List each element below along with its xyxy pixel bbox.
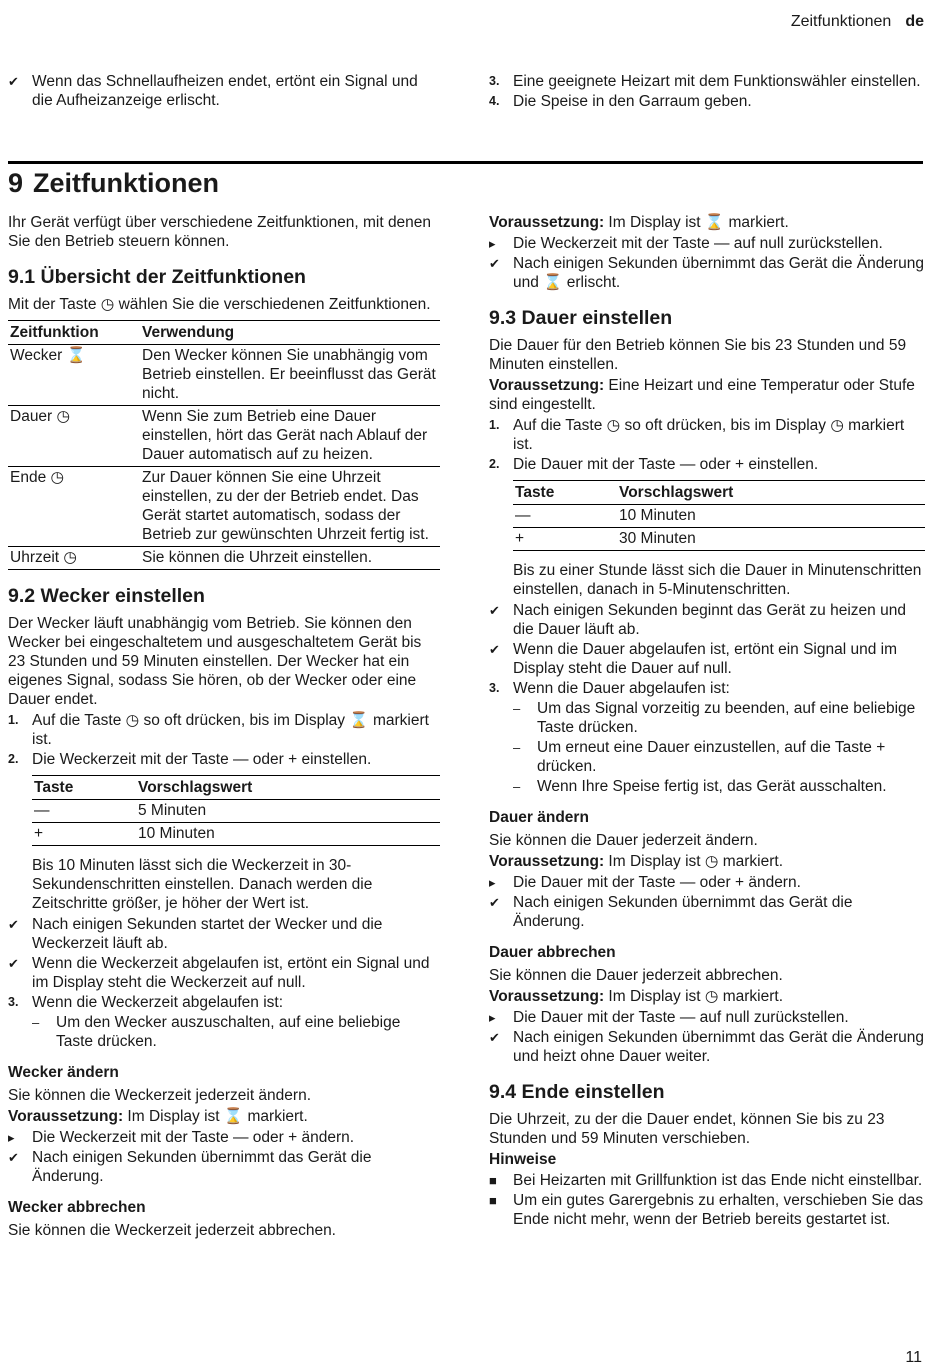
- chapter-number: 9: [8, 168, 24, 198]
- list-marker: ✔: [8, 956, 19, 971]
- duration-cancel-text: Sie können die Dauer jederzeit abbrechen.: [489, 967, 783, 984]
- table-row: [8, 547, 440, 570]
- alarm-change-prerequisite: Voraussetzung: Im Display ist ⌛ markiert.: [8, 1108, 308, 1125]
- list-marker: –: [513, 701, 521, 716]
- table-row: [32, 800, 440, 823]
- table-row: [32, 823, 440, 846]
- table-cell: Zur Dauer können Sie eine Uhrzeit einstellen, zu der der Betrieb endet. Das Gerät startet automatisch, sodass der Betrieb zur gewünschten Uhrzeit fertig ist.: [140, 467, 440, 547]
- item-list: [489, 416, 925, 474]
- duration-change-title: Dauer ändern: [489, 809, 589, 826]
- top-left-column: [8, 72, 440, 111]
- duration-change-text: Sie können die Dauer jederzeit ändern.: [489, 832, 758, 849]
- list-text: Bei Heizarten mit Grillfunktion ist das Ende nicht einstellbar.: [513, 1172, 923, 1189]
- section-9-4-title: 9.4 Ende einstellen: [489, 1081, 665, 1103]
- list-item: [489, 72, 925, 91]
- list-text: Wenn die Dauer abgelaufen ist, ertönt ein Signal und im Display steht die Dauer auf null.: [513, 641, 898, 677]
- list-marker: ▸: [489, 236, 496, 251]
- list-marker: ■: [489, 1173, 497, 1188]
- list-marker: 1.: [8, 713, 19, 727]
- list-text: Um erneut eine Dauer einzustellen, auf die Taste + drücken.: [537, 739, 886, 775]
- item-list: [489, 72, 925, 111]
- section-9-3-text: Die Dauer für den Betrieb können Sie bis 23 Stunden und 59 Minuten einstellen.: [489, 337, 907, 373]
- item-list: [8, 72, 440, 110]
- list-item: [8, 1128, 440, 1147]
- list-marker: 3.: [489, 681, 500, 695]
- list-marker: 2.: [8, 752, 19, 766]
- list-marker: ■: [489, 1193, 497, 1208]
- list-text: Die Weckerzeit mit der Taste — auf null zurückstellen.: [513, 235, 883, 252]
- header-section: Zeitfunktionen: [790, 13, 892, 30]
- list-item: [489, 738, 925, 776]
- chapter-intro: Ihr Gerät verfügt über verschiedene Zeitfunktionen, mit denen Sie den Betrieb steuern können.: [8, 214, 432, 250]
- notes-title: Hinweise: [489, 1151, 557, 1168]
- item-list: [489, 601, 925, 698]
- list-item: [489, 873, 925, 892]
- list-marker: 3.: [8, 995, 19, 1009]
- duration-cancel-prerequisite: Voraussetzung: Im Display ist ◷ markiert.: [489, 988, 784, 1005]
- list-item: [489, 1028, 925, 1066]
- item-list: [489, 1008, 925, 1066]
- list-marker: 3.: [489, 74, 500, 88]
- item-list: [8, 1013, 440, 1051]
- list-item: [489, 92, 925, 111]
- item-list: [489, 873, 925, 931]
- table-cell: Sie können die Uhrzeit einstellen.: [140, 547, 440, 570]
- section-9-2-text: Der Wecker läuft unabhängig vom Betrieb. Sie können den Wecker bei eingeschaltetem und ausgeschaltetem Gerät bis 23 Stunden und 59 Minuten einstellen. Der Wecker hat ein eigenes Signal, sodass Sie hören, ob der Wecker oder eine Dauer endet.: [8, 615, 422, 708]
- table-cell: —: [513, 505, 617, 528]
- list-item: [8, 1013, 440, 1051]
- list-marker: –: [32, 1015, 40, 1030]
- list-marker: ▸: [8, 1130, 15, 1145]
- list-item: [489, 416, 925, 454]
- page-number: 11: [905, 1349, 922, 1366]
- alarm-change-text: Sie können die Weckerzeit jederzeit ändern.: [8, 1087, 311, 1104]
- list-text: Wenn die Weckerzeit abgelaufen ist:: [32, 994, 284, 1011]
- section-9-4-text: Die Uhrzeit, zu der die Dauer endet, können Sie bis zu 23 Stunden und 59 Minuten verschieben.: [489, 1111, 885, 1147]
- running-header: [791, 12, 924, 31]
- item-list: [489, 234, 925, 292]
- header-language: de: [905, 13, 924, 30]
- list-text: Um den Wecker auszuschalten, auf eine beliebige Taste drücken.: [56, 1014, 401, 1050]
- list-marker: ▸: [489, 1010, 496, 1025]
- item-list: [489, 1171, 925, 1229]
- list-text: Eine geeignete Heizart mit dem Funktionswähler einstellen.: [513, 73, 921, 90]
- list-item: [489, 699, 925, 737]
- alarm-key-table: [32, 775, 440, 846]
- duration-prerequisite: Voraussetzung: Eine Heizart und eine Temperatur oder Stufe sind eingestellt.: [489, 377, 915, 413]
- list-text: Um ein gutes Garergebnis zu erhalten, verschieben Sie das Ende nicht mehr, wenn der Betrieb bereits gestartet ist.: [513, 1192, 924, 1228]
- list-marker: ✔: [489, 603, 500, 618]
- list-marker: ✔: [8, 74, 19, 89]
- alarm-change-title: Wecker ändern: [8, 1064, 119, 1081]
- list-text: Die Speise in den Garraum geben.: [513, 93, 752, 110]
- section-9-2-title: 9.2 Wecker einstellen: [8, 585, 205, 607]
- section-9-1-title: 9.1 Übersicht der Zeitfunktionen: [8, 266, 306, 288]
- table-row: [513, 505, 925, 528]
- list-item: [8, 993, 440, 1012]
- list-marker: –: [513, 740, 521, 755]
- table-cell: 5 Minuten: [136, 800, 440, 823]
- table-cell: +: [32, 823, 136, 846]
- table-header: Verwendung: [140, 321, 440, 345]
- duration-cancel-title: Dauer abbrechen: [489, 944, 616, 961]
- table-header: Taste: [32, 776, 136, 800]
- table-cell: Dauer ◷: [8, 406, 140, 467]
- table-cell: Wenn Sie zum Betrieb eine Dauer einstellen, hört das Gerät nach Ablauf der Dauer automatisch auf zu heizen.: [140, 406, 440, 467]
- list-item: [489, 1191, 925, 1229]
- list-marker: ✔: [489, 1030, 500, 1045]
- table-cell: +: [513, 528, 617, 551]
- item-list: [489, 699, 925, 796]
- chapter-heading: [8, 166, 219, 200]
- list-marker: ✔: [8, 917, 19, 932]
- list-marker: –: [513, 779, 521, 794]
- table-row: [8, 467, 440, 547]
- table-cell: 30 Minuten: [617, 528, 925, 551]
- list-item: [489, 1171, 925, 1190]
- list-item: [8, 954, 440, 992]
- table-row: [8, 406, 440, 467]
- list-text: Die Dauer mit der Taste — oder + ändern.: [513, 874, 801, 891]
- list-marker: 2.: [489, 457, 500, 471]
- list-text: Nach einigen Sekunden übernimmt das Gerät die Änderung und heizt ohne Dauer weiter.: [513, 1029, 925, 1065]
- list-text: Nach einigen Sekunden beginnt das Gerät zu heizen und die Dauer läuft ab.: [513, 602, 906, 638]
- list-text: Nach einigen Sekunden übernimmt das Gerät die Änderung.: [32, 1149, 372, 1185]
- list-marker: 4.: [489, 94, 500, 108]
- time-functions-table: [8, 320, 440, 570]
- right-column: [489, 213, 925, 1230]
- table-row: [8, 345, 440, 406]
- item-list: [8, 1128, 440, 1186]
- list-item: [489, 254, 925, 292]
- table-cell: Ende ◷: [8, 467, 140, 547]
- list-item: [8, 711, 440, 749]
- table-cell: Den Wecker können Sie unabhängig vom Betrieb einstellen. Er beeinflusst das Gerät nicht.: [140, 345, 440, 406]
- list-text: Wenn Ihre Speise fertig ist, das Gerät ausschalten.: [537, 778, 887, 795]
- list-marker: ✔: [489, 642, 500, 657]
- table-header: Zeitfunktion: [8, 321, 140, 345]
- list-text: Wenn die Dauer abgelaufen ist:: [513, 680, 730, 697]
- list-item: [489, 777, 925, 796]
- list-marker: ▸: [489, 875, 496, 890]
- list-text: Auf die Taste ◷ so oft drücken, bis im Display ⌛ markiert ist.: [32, 712, 429, 748]
- section-9-1-text: Mit der Taste ◷ wählen Sie die verschiedenen Zeitfunktionen.: [8, 296, 431, 313]
- alarm-cancel-text: Sie können die Weckerzeit jederzeit abbrechen.: [8, 1222, 336, 1239]
- table-row: [513, 528, 925, 551]
- table-header: Taste: [513, 481, 617, 505]
- list-text: Nach einigen Sekunden übernimmt das Gerät die Änderung.: [513, 894, 853, 930]
- item-list: [8, 711, 440, 769]
- list-text: Nach einigen Sekunden startet der Wecker und die Weckerzeit läuft ab.: [32, 916, 383, 952]
- list-marker: ✔: [8, 1150, 19, 1165]
- list-item: [489, 679, 925, 698]
- list-item: [8, 72, 440, 110]
- list-item: [489, 601, 925, 639]
- list-item: [489, 640, 925, 678]
- chapter-rule: [8, 161, 923, 164]
- duration-change-prerequisite: Voraussetzung: Im Display ist ◷ markiert.: [489, 853, 784, 870]
- list-text: Die Dauer mit der Taste — oder + einstellen.: [513, 456, 819, 473]
- list-text: Die Weckerzeit mit der Taste — oder + einstellen.: [32, 751, 372, 768]
- list-marker: ✔: [489, 256, 500, 271]
- list-text: Auf die Taste ◷ so oft drücken, bis im Display ◷ markiert ist.: [513, 417, 905, 453]
- list-text: Die Weckerzeit mit der Taste — oder + ändern.: [32, 1129, 355, 1146]
- duration-key-table: [513, 480, 925, 551]
- list-item: [489, 893, 925, 931]
- section-9-3-title: 9.3 Dauer einstellen: [489, 307, 673, 329]
- list-item: [489, 455, 925, 474]
- list-text: Wenn die Weckerzeit abgelaufen ist, ertönt ein Signal und im Display steht die Weckerzeit auf null.: [32, 955, 430, 991]
- list-item: [489, 234, 925, 253]
- item-list: [8, 915, 440, 1012]
- chapter-title: Zeitfunktionen: [33, 168, 220, 198]
- top-right-column: [489, 72, 925, 112]
- list-marker: ✔: [489, 895, 500, 910]
- table-header: Vorschlagswert: [617, 481, 925, 505]
- table-header: Vorschlagswert: [136, 776, 440, 800]
- table-cell: —: [32, 800, 136, 823]
- list-item: [8, 750, 440, 769]
- alarm-note: Bis 10 Minuten lässt sich die Weckerzeit in 30-Sekundenschritten einstellen. Danach werden die Zeitschritte größer, je höher der Wert ist.: [32, 857, 373, 912]
- list-text: Wenn das Schnellaufheizen endet, ertönt ein Signal und die Aufheizanzeige erlischt.: [32, 73, 418, 109]
- list-text: Nach einigen Sekunden übernimmt das Gerät die Änderung und ⌛ erlischt.: [513, 255, 925, 291]
- table-cell: Uhrzeit ◷: [8, 547, 140, 570]
- list-item: [489, 1008, 925, 1027]
- list-text: Um das Signal vorzeitig zu beenden, auf eine beliebige Taste drücken.: [537, 700, 916, 736]
- list-item: [8, 1148, 440, 1186]
- alarm-cancel-title: Wecker abbrechen: [8, 1199, 146, 1216]
- list-text: Die Dauer mit der Taste — auf null zurückstellen.: [513, 1009, 849, 1026]
- alarm-cancel-prerequisite: Voraussetzung: Im Display ist ⌛ markiert.: [489, 214, 789, 231]
- table-cell: 10 Minuten: [136, 823, 440, 846]
- list-marker: 1.: [489, 418, 500, 432]
- table-cell: Wecker ⌛: [8, 345, 140, 406]
- table-cell: 10 Minuten: [617, 505, 925, 528]
- duration-note: Bis zu einer Stunde lässt sich die Dauer in Minutenschritten einstellen, danach in 5-Minutenschritten.: [513, 562, 922, 598]
- left-column: [8, 213, 440, 1242]
- list-item: [8, 915, 440, 953]
